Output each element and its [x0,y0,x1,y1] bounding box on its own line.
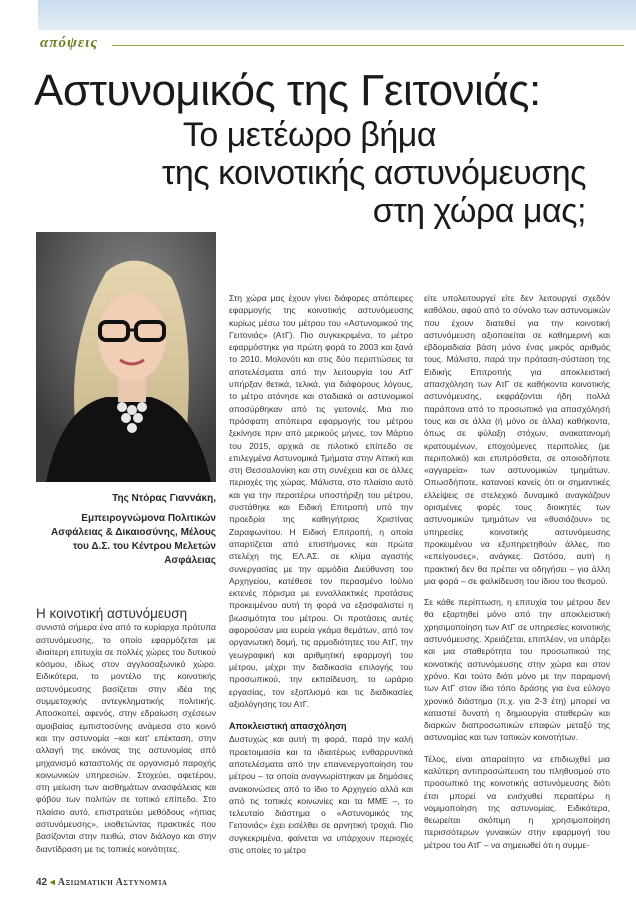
article-title-line1: Αστυνομικός της Γειτονιάς: [34,66,541,115]
page-footer [36,877,167,888]
article-title-line4: στη χώρα μας; [372,192,586,230]
author-photo [36,232,216,482]
paragraph: συνιστά σήμερα ένα από τα κυρίαρχα πρότυπα αστυνόμευσης, το οποίο εφαρμόζεται με ιδιαίτερη επιτυχία σε πολλές χώρες του δυτικού κόσμου, ιδίως στον αγγλοσαξωνικό χώρο. Ειδικότερα, το μοντέλο της κοινοτικής αστυνόμευσης βασίζεται στην ιδέα της συμμετοχικής αντεγκληματικής πολιτικής. Αποσκοπεί, αφενός, στην εδραίωση σχέσεων αμοιβαίας εμπιστοσύνης ανάμεσα στο κοινό και την αστυνομία –και κατ' επέκταση, στην αλλαγή της εικόνας της αστυνομίας από μηχανισμό καταστολής σε οργανισμό παροχής κοινωνικών υπηρεσιών. Στοχεύει, αφετέρου, στη μείωση των αισθημάτων ανασφάλειας και φόβου των πολιτών σε τοπικό επίπεδο. Στο πλαίσιο αυτό, επιστρατεύει μεθόδους «ήπιας αστυνόμευσης», υιοθετώντας πρακτικές που βασίζονται στην πειθώ, στον διάλογο και στην διαντίδραση με τις τοπικές κοινότητες. [36,622,216,854]
author-portrait-illustration [36,232,216,482]
paragraph: είτε υπολειτουργεί είτε δεν λειτουργεί σχεδόν καθόλου, αφού από το σύνολο των αστυνομικών που έχουν διατεθεί για την κοινοτική αστυνόμευση αξιοποιείται σε καθημερινή και εβδομαδιαία βάση μόνο ένας μικρός αριθμός τους. Μάλιστα, παρά την πρόταση-σύσταση της Ειδικής Επιτροπής για αποκλειστική απασχόληση των ΑτΓ σε καθήκοντα κοινοτικής αστυνόμευσης, εκφράζονται ήδη πολλά παράπονα από το προσωπικό για απασχόλησή τους και σε άλλα (ή μόνο σε άλλα) καθήκοντα, όπως σε φύλαξη στόχων, ανακατανομή κρατουμένων, εποχούμενες περιπολίες (με περιπολικό) και επιπρόσθετα, σε οποιοδήποτε «αγγαρεία» των αστυνομικών τμημάτων. Οπωσδήποτε, κατανοεί κανείς ότι οι σημαντικές ελλείψεις σε στελεχικό δυναμικό αναγκάζουν ορισμένες φορές τους διοικητές των αστυνομικών τμημάτων να «θυσιάζουν» τις υπηρεσίες κοινοτικής αστυνόμευσης προκειμένου να εξυπηρετηθούν άλλες, πιο «επείγουσες», ανάγκες. Ωστόσο, αυτή η πρακτική δεν θα πρέπει να οδηγήσει – για άλλη μια φορά – σε φαλκίδευση του ίδιου του θεσμού. [424,293,610,586]
publication-name: Αξιωματική Αστυνομία [57,877,168,888]
paragraph: Δυστυχώς και αυτή τη φορά, παρά την καλή προετοιμασία και τα ιδιαιτέρως ενθαρρυντικά αποτελέσματα από την επανενεργοποίηση του μέτρου – τα οποία αναγνωρίστηκαν με δημόσιες ανακοινώσεις από το ίδιο το Αρχηγείο αλλά και από τις τοπικές κοινωνίες και τα ΜΜΕ –, το τελευταίο διάστημα ο «Αστυνομικός της Γειτονιάς» έχει εισέλθει σε αρνητική τροχιά. Πιο συγκεκριμένα, φαίνεται να υπάρχουν περιοχές στις οποίες το μέτρο [229,734,413,856]
author-role: Εμπειρογνώμονα Πολιτικών Ασφάλειας & Δικαιοσύνης, Μέλους του Δ.Σ. του Κέντρου Μελετών Ασφάλειας [51,513,216,566]
top-color-band [38,0,636,30]
paragraph: Σε κάθε περίπτωση, η επιτυχία του μέτρου δεν θα εξαρτηθεί μόνο από την αποκλειστική χρησιμοποίηση των ΑτΓ σε υπηρεσίες κοινοτικής αστυνόμευσης. Χρειάζεται, επιπλέον, να υπάρξει και μια σταθερότητα του προσωπικού της κοινοτικής αστυνόμευσης στην χώρα και στον χρόνο. Και τούτο διότι μόνο με την παραμονή των ΑτΓ στον ίδιο τόπο δράσης για ένα εύλογο χρονικό διάστημα (π.χ. για 2-3 έτη) μπορεί να καταστεί δυνατή η δημιουργία σταθερών και διαρκών διαπροσωπικών επαφών μεταξύ της αστυνομίας και των τοπικών κοινοτήτων. [424,597,610,743]
author-name: Της Ντόρας Γιαννάκη, [112,493,216,504]
section-label: απόψεις [40,35,99,51]
article-title-rest [162,116,586,230]
article-title-line2: Το μετέωρο βήμα [182,116,436,154]
article-lead [36,606,216,621]
article-column-3 [424,292,610,851]
paragraph: Στη χώρα μας έχουν γίνει διάφορες απόπειρες εφαρμογής της κοινοτικής αστυνόμευσης κυρίως μέσω του μέτρου του «Αστυνομικού της Γειτονιάς» (ΑτΓ). Πιο συγκεκριμένα, το μέτρο εφαρμόστηκε για πρώτη φορά το 2003 και ξανά το 2010. Μολονότι και στις δύο περιπτώσεις τα αποτελέσματα από την λειτουργία του ΑτΓ υπήρξαν θετικά, τελικά, για διάφορους λόγους, το μέτρο ατόνησε και σταδιακά οι αστυνομικοί αποσύρθηκαν από τις γειτονιές. Μια πιο πρόσφατη απόπειρα εφαρμογής του μέτρου ξεκίνησε πριν από μερικούς μήνες, τον Μάρτιο του 2015, αρχικά σε πιλοτικό επίπεδο σε επιλεγμένα Αστυνομικά Τμήματα στην Αττική και στη Θεσσαλονίκη και στη συνέχεια και σε άλλες περιοχές της χώρας. Μάλιστα, στο πλαίσιο αυτό και για την περαιτέρω υποστήριξη του μέτρου, συστάθηκε και Ειδική Επιτροπή υπό την προεδρία της καθηγήτριας Χριστίνας Ζαραφωνίτου. Η Ειδική Επιτροπή, η οποία απαρτίζεται από επιστήμονες και πρώτα στελέχη της ΕΛ.ΑΣ. σε κλίμα αγαστής συνεργασίας με την αρμόδια Διεύθυνση του Αρχηγείου, κατέθεσε τον περασμένο Ιούλιο εκτενές πόρισμα με ενναλλακτικές προτάσεις προκειμένου αυτή τη φορά να εξασφαλιστεί η βιωσιμότητα του μέτρου. Οι προτάσεις αυτές αφορούσαν μια ευρεία γκάμα θεμάτων, από τον οργανωτική δομή, τις αρμοδιότητες του ΑτΓ, την γεωγραφική και αριθμητική εφαρμογή του μέτρου, μέχρι την διαδικασία επιλογής του προσωπικού, την εκπαίδευση, το ωράριο εργασίας, τον εξοπλισμό και τις διαδικασίες αξιολόγησης του ΑτΓ. [229,293,413,709]
chevron-left-icon: ◂ [49,877,55,888]
subheading: Αποκλειστική απασχόληση [229,721,347,732]
article-column-1 [36,606,216,855]
section-divider [112,45,624,46]
author-byline [36,492,216,568]
article-column-2 [229,292,413,856]
paragraph: Τέλος, είναι απαραίτητο να επιδιωχθεί μια καλύτερη αντιπροσώπευση του πληθυσμού στο προσωπικό της κοινοτικής αστυνόμευσης διότι έτσι μπορεί να ενισχυθεί περαιτέρω η νομιμοποίηση της αστυνομίας. Ειδικότερα, θεωρείται σκόπιμη η χρησιμοποίηση περισσότερων γυναικών στην εφαρμογή του μέτρου του ΑτΓ – να σημειωθεί ότι η συμμε- [424,753,610,850]
lead-phrase: Η κοινοτική αστυνόμευση [36,606,188,621]
article-title-line3: της κοινοτικής αστυνόμευσης [161,154,586,192]
page-number: 42 [36,877,48,888]
